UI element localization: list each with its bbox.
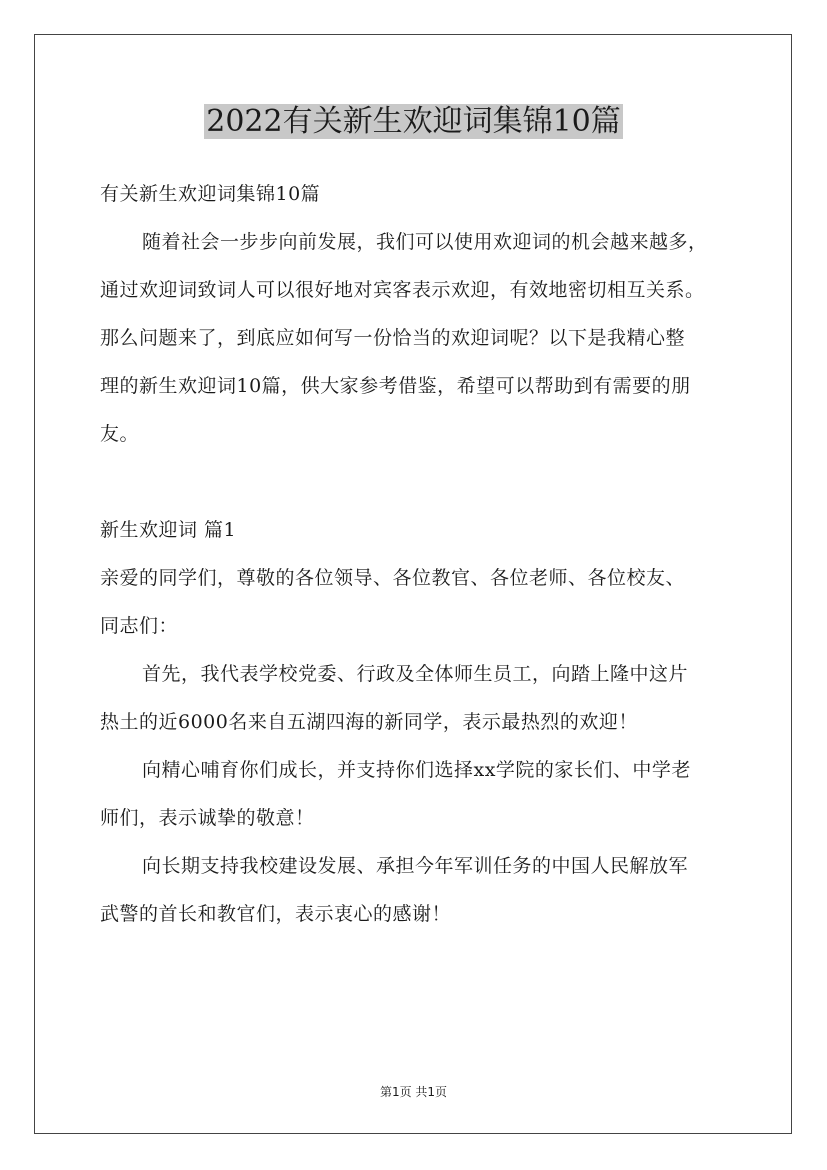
- body-line-2: 热土的近6000名来自五湖四海的新同学，表示最热烈的欢迎！: [100, 711, 638, 733]
- body-line-6: 武警的首长和教官们，表示衷心的感谢！: [100, 903, 452, 925]
- intro-line-1: 随着社会一步步向前发展，我们可以使用欢迎词的机会越来越多，: [142, 231, 708, 253]
- intro-line-5: 友。: [100, 423, 140, 445]
- body-line-1: 首先，我代表学校党委、行政及全体师生员工，向踏上隆中这片: [142, 663, 689, 685]
- salutation-line-2: 同志们：: [100, 615, 179, 637]
- page-number: 第1页 共1页: [379, 1085, 448, 1099]
- subtitle-line: 有关新生欢迎词集锦10篇: [100, 183, 321, 205]
- document-title: 2022有关新生欢迎词集锦10篇: [206, 104, 621, 139]
- body-line-5: 向长期支持我校建设发展、承担今年军训任务的中国人民解放军: [142, 855, 689, 877]
- salutation-line-1: 亲爱的同学们，尊敬的各位领导、各位教官、各位老师、各位校友、: [100, 567, 686, 589]
- intro-line-3: 那么问题来了，到底应如何写一份恰当的欢迎词呢？以下是我精心整: [100, 327, 686, 349]
- intro-line-2: 通过欢迎词致词人可以很好地对宾客表示欢迎，有效地密切相互关系。: [100, 279, 705, 301]
- body-line-4: 师们，表示诚挚的敬意！: [100, 807, 315, 829]
- paragraph-gap: [100, 458, 740, 506]
- body-line-3: 向精心哺育你们成长，并支持你们选择xx学院的家长们、中学老: [142, 759, 691, 781]
- section-heading: 新生欢迎词 篇1: [100, 519, 237, 541]
- intro-line-4: 理的新生欢迎词10篇，供大家参考借鉴，希望可以帮助到有需要的朋: [100, 375, 691, 397]
- document-body: [100, 170, 740, 938]
